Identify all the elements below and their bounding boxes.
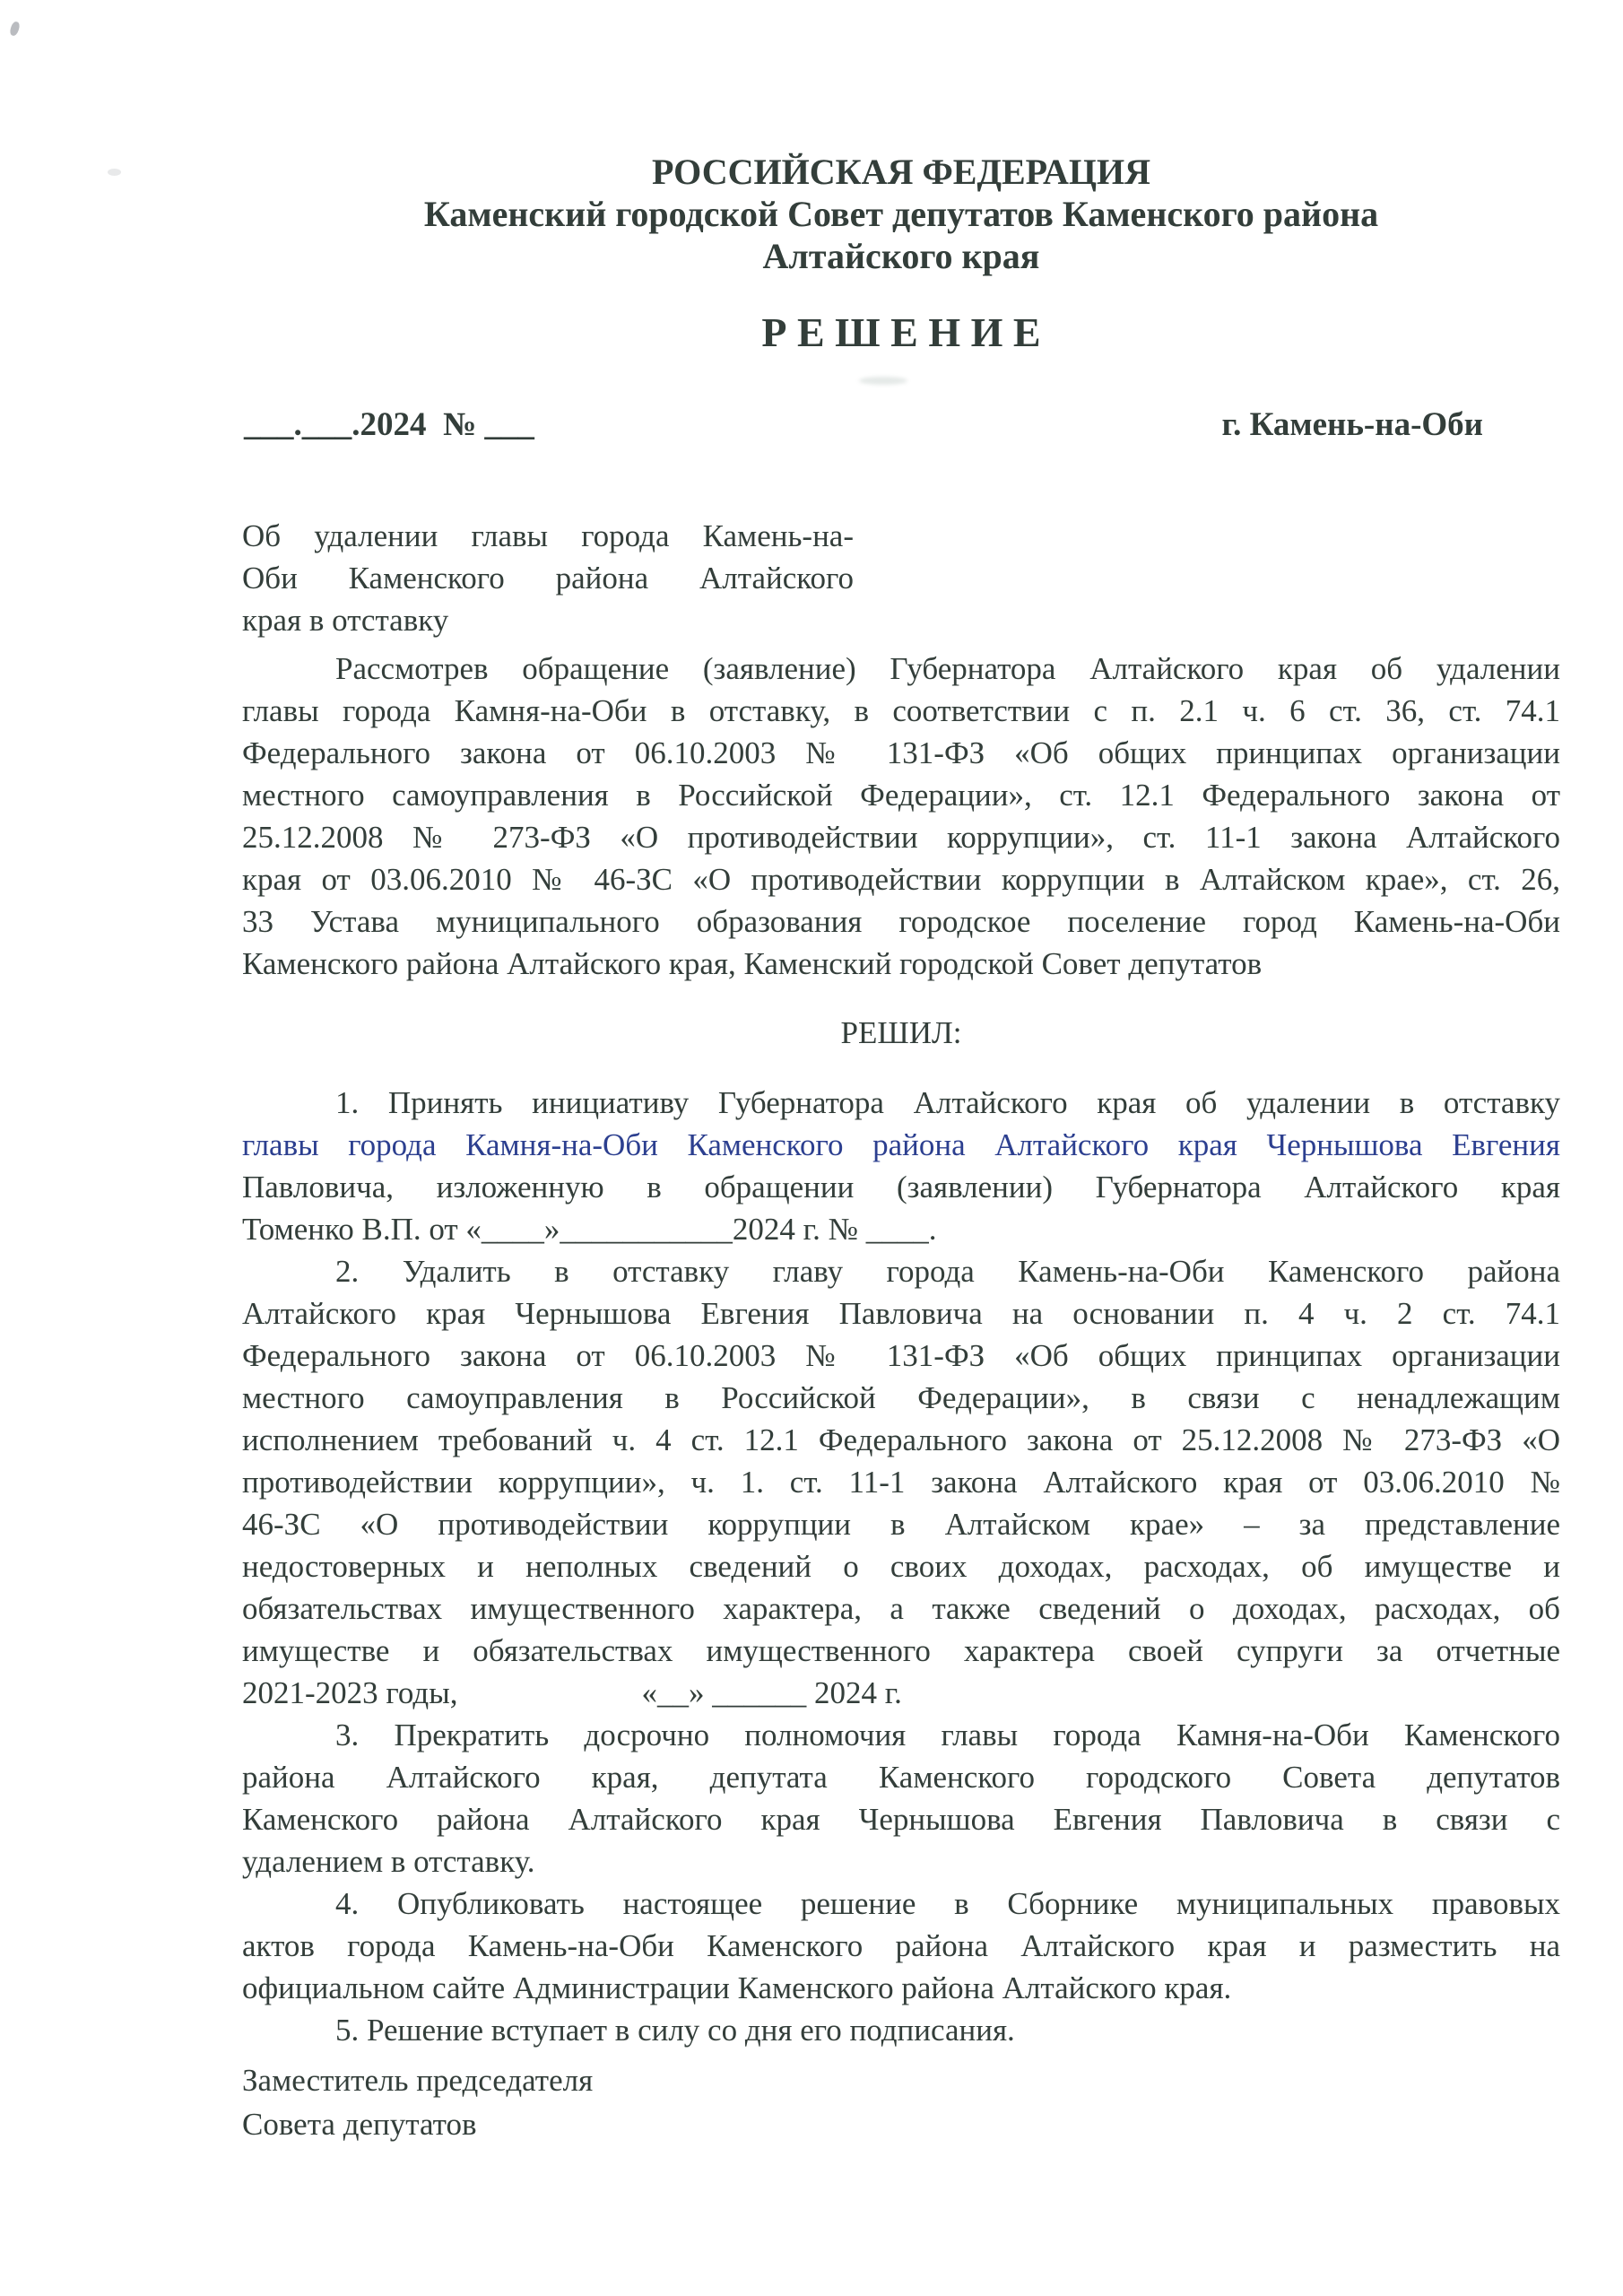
scan-artifact-speck	[9, 21, 22, 37]
scan-artifact-smudge	[859, 377, 907, 385]
item-2-line: Федерального закона от 06.10.2003 № 131-ФЗ «Об общих принципах организации	[242, 1338, 1560, 1373]
item-2-line: имуществе и обязательствах имущественного характера своей супруги за отчетные	[242, 1633, 1560, 1668]
subject-line: Об удалении главы города Камень-на-	[242, 518, 854, 553]
resolution-body	[242, 648, 1560, 2051]
item-4-line: актов города Камень-на-Оби Каменского района Алтайского края и разместить на	[242, 1928, 1560, 1963]
resolved-heading: РЕШИЛ:	[840, 1015, 962, 1050]
item-2-line: противодействии коррупции», ч. 1. ст. 11-1 закона Алтайского края от 03.06.2010 №	[242, 1465, 1560, 1500]
header-org-line1: Каменский городской Совет депутатов Каменского района	[423, 194, 1379, 234]
document-type-title: Р Е Ш Е Н И Е	[761, 309, 1041, 355]
item-1-line: Павловича, изложенную в обращении (заявлении) Губернатора Алтайского края	[242, 1170, 1560, 1205]
item-2-line: Алтайского края Чернышова Евгения Павловича на основании п. 4 ч. 2 ст. 74.1	[242, 1296, 1560, 1331]
item-2	[242, 1250, 1560, 1714]
item-1	[242, 1082, 1560, 1250]
preamble-line: 33 Устава муниципального образования городское поселение город Камень-на-Оби	[242, 904, 1560, 939]
item-3	[242, 1714, 1560, 1883]
scan-artifact-speck	[108, 169, 121, 176]
header-org-line2: Алтайского края	[762, 236, 1040, 276]
signature-block	[242, 2058, 593, 2146]
subject-line: края в отставку	[242, 603, 449, 638]
subject-block	[242, 515, 854, 641]
header-country: РОССИЙСКАЯ ФЕДЕРАЦИЯ	[651, 152, 1150, 192]
item-3-line: Каменского района Алтайского края Чернышова Евгения Павловича в связи с	[242, 1802, 1560, 1837]
preamble-line: 25.12.2008 № 273-ФЗ «О противодействии коррупции», ст. 11-1 закона Алтайского	[242, 820, 1560, 855]
item-2-years-text: 2021-2023 годы,	[242, 1675, 458, 1710]
item-4-line: 4. Опубликовать настоящее решение в Сборнике муниципальных правовых	[335, 1886, 1560, 1921]
place-name: г. Камень-на-Оби	[1221, 406, 1483, 443]
item-2-date-blank: «__» ______ 2024 г.	[641, 1675, 902, 1710]
item-1-line-blue: главы города Камня-на-Оби Каменского района Алтайского края Чернышова Евгения	[242, 1127, 1560, 1162]
date-number-blank: ___.___.2024 № ___	[244, 406, 534, 443]
subject-line: Оби Каменского района Алтайского	[242, 561, 854, 596]
item-3-line: района Алтайского края, депутата Каменского городского Совета депутатов	[242, 1760, 1560, 1795]
preamble-line: Каменского района Алтайского края, Каменский городской Совет депутатов	[242, 946, 1263, 981]
item-1-blank-line: Томенко В.П. от «____»___________2024 г. № ____.	[242, 1212, 937, 1247]
signature-position-line2: Совета депутатов	[242, 2107, 477, 2142]
item-3-line: 3. Прекратить досрочно полномочия главы города Камня-на-Оби Каменского	[335, 1718, 1560, 1752]
item-2-line: недостоверных и неполных сведений о своих доходах, расходах, об имуществе и	[242, 1549, 1560, 1584]
preamble-line: главы города Камня-на-Оби в отставку, в соответствии с п. 2.1 ч. 6 ст. 36, ст. 74.1	[242, 693, 1560, 728]
item-2-blank-line	[242, 1672, 1560, 1714]
item-2-line: исполнением требований ч. 4 ст. 12.1 Федерального закона от 25.12.2008 № 273-ФЗ «О	[242, 1422, 1560, 1457]
date-place-row	[244, 405, 1483, 445]
item-4	[242, 1883, 1560, 2009]
item-2-line: обязательствах имущественного характера, а также сведений о доходах, расходах, об	[242, 1591, 1560, 1626]
preamble-line: Федерального закона от 06.10.2003 № 131-ФЗ «Об общих принципах организации	[242, 735, 1560, 770]
preamble-paragraph	[242, 648, 1560, 985]
document-header	[242, 151, 1560, 277]
item-5-line: 5. Решение вступает в силу со дня его подписания.	[335, 2013, 1015, 2048]
preamble-line: местного самоуправления в Российской Федерации», ст. 12.1 Федерального закона от	[242, 778, 1560, 813]
signature-position-line1: Заместитель председателя	[242, 2063, 594, 2098]
item-1-line: 1. Принять инициативу Губернатора Алтайского края об удалении в отставку	[335, 1085, 1560, 1120]
item-5	[242, 2009, 1560, 2051]
item-4-line: официальном сайте Администрации Каменского района Алтайского края.	[242, 1970, 1232, 2005]
preamble-line: Рассмотрев обращение (заявление) Губернатора Алтайского края об удалении	[335, 651, 1560, 686]
item-2-line: местного самоуправления в Российской Федерации», в связи с ненадлежащим	[242, 1380, 1560, 1415]
item-2-line: 46-ЗС «О противодействии коррупции в Алтайском крае» – за представление	[242, 1507, 1560, 1542]
item-2-line: 2. Удалить в отставку главу города Камень-на-Оби Каменского района	[335, 1254, 1560, 1289]
preamble-line: края от 03.06.2010 № 46-ЗС «О противодействии коррупции в Алтайском крае», ст. 26,	[242, 862, 1560, 897]
item-3-line: удалением в отставку.	[242, 1844, 535, 1879]
